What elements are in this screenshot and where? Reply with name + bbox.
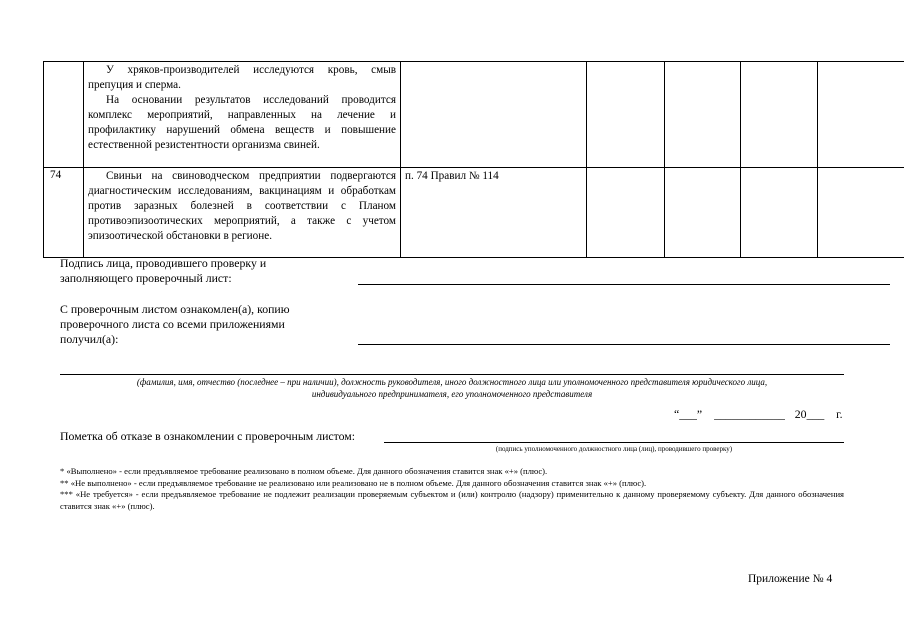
date-year-blank[interactable]: 20___ [794,407,825,421]
refusal-label: Пометка об отказе в ознакомлении с проверочным листом: [60,429,356,443]
inspector-signature-label [60,256,266,286]
date-month-blank[interactable]: ____________ [714,407,785,421]
acquainted-label [60,302,290,347]
footnotes [60,466,844,512]
acquainted-label-line: проверочного листа со всеми приложениями [60,317,285,331]
answer-yes-cell[interactable] [587,62,665,168]
checklist-table [43,61,904,258]
refusal-caption: (подпись уполномоченного должностного лица (лиц), проводившего проверку) [495,445,733,453]
representative-name-line[interactable] [60,374,844,375]
inspector-label-line: Подпись лица, проводившего проверку и [60,256,267,270]
answer-not-required-cell[interactable] [741,168,818,258]
requirement-cell [84,62,401,168]
footnote-2: ** «Не выполнено» - если предъявляемое требование не реализовано или реализовано не в полном объеме. Для данного обозначения ставится знак «+» (плюс). [60,477,647,488]
footnote-1: * «Выполнено» - если предъявляемое требование реализовано в полном объеме. Для данного обозначения ставится знак «+» (плюс). [60,466,548,476]
requirement-cell [84,168,401,258]
appendix-label: Приложение № 4 [748,573,833,585]
acquainted-label-line: С проверочным листом ознакомлен(а), копию [60,302,290,316]
representative-caption [60,376,844,400]
acquainted-signature-line[interactable] [358,344,890,345]
table-row [44,168,904,258]
date-suffix: г. [836,407,843,421]
table-row [44,62,904,168]
comment-cell[interactable] [818,62,904,168]
requirement-paragraph: У хряков-производителей исследуются кровь, смыв препуция и сперма. [88,64,396,91]
requirement-paragraph: На основании результатов исследований проводится комплекс мероприятий, направленных на лечение и профилактику нарушений обмена веществ и повышение естественной резистентности организма свиней. [88,94,396,151]
answer-not-required-cell[interactable] [741,62,818,168]
caption-line: индивидуального предпринимателя, его уполномоченного представителя [311,389,593,399]
acquainted-label-line: получил(а): [60,332,119,346]
inspector-signature-line[interactable] [358,284,890,285]
date-day-blank[interactable]: “___” [674,407,703,421]
reference-cell: п. 74 Правил № 114 [401,168,587,258]
answer-yes-cell[interactable] [587,168,665,258]
comment-cell[interactable] [818,168,904,258]
date-field[interactable] [674,407,843,422]
row-number-cell [44,62,84,168]
refusal-signature-line[interactable] [384,442,844,443]
inspector-label-line: заполняющего проверочный лист: [60,271,232,285]
answer-no-cell[interactable] [665,168,741,258]
caption-line: (фамилия, имя, отчество (последнее – при наличии), должность руководителя, иного должностного лица или уполномоченного представителя юридического лица, [136,377,768,387]
requirement-paragraph: Свиньи на свиноводческом предприятии подвергаются диагностическим исследованиям, вакцинациям и обработкам против заразных болезней в соответствии с Планом противоэпизоотических мероприятий, а также с учетом эпизоотической обстановки в регионе. [88,170,396,242]
reference-cell [401,62,587,168]
answer-no-cell[interactable] [665,62,741,168]
row-number-cell: 74 [44,168,84,258]
footnote-3: *** «Не требуется» - если предъявляемое требование не подлежит реализации проверяемым субъектом и (или) контролю (надзору) применительно к данному проверяемому субъекту. Для данного обозначения ставится знак «+» (плюс). [60,489,844,511]
